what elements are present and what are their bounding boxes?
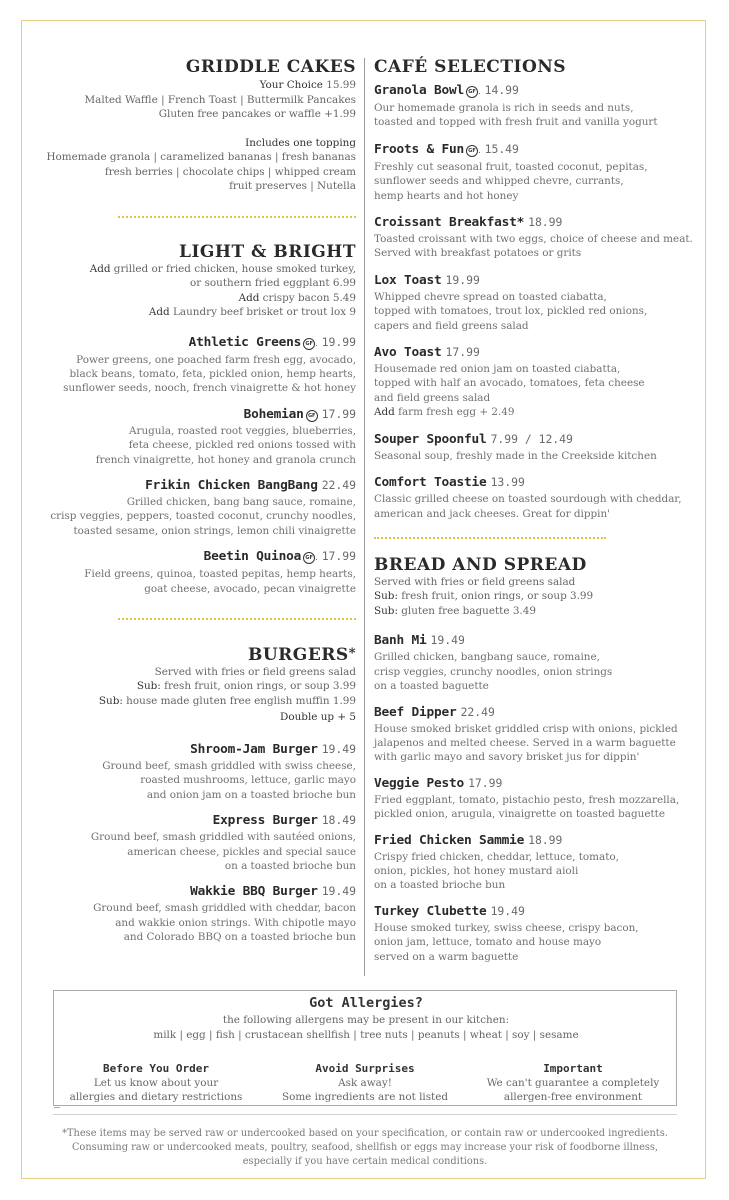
item-description: and field greens salad bbox=[374, 391, 491, 404]
item-name: Froots & Fun bbox=[374, 141, 465, 157]
item-description: Freshly cut seasonal fruit, toasted coconut, pepitas, bbox=[374, 160, 648, 173]
sub-keyword: Sub: bbox=[136, 680, 161, 693]
item-description: House smoked brisket griddled crisp with onions, pickled bbox=[374, 722, 678, 735]
right-column bbox=[374, 57, 696, 964]
section-light-bright bbox=[28, 242, 356, 596]
disclaimer-line: especially if you have certain medical conditions. bbox=[242, 1156, 488, 1167]
item-name: Express Burger bbox=[212, 813, 318, 829]
allergy-note-text: Ask away! bbox=[338, 1077, 392, 1089]
add-keyword: Add bbox=[148, 306, 170, 318]
item-description: Housemade red onion jam on toasted ciabatta, bbox=[374, 363, 621, 376]
item-price: 17.99 bbox=[468, 775, 503, 790]
served-with: Served with fries or field greens salad bbox=[154, 665, 356, 678]
toppings-line: Homemade granola | caramelized bananas | fresh bananas bbox=[46, 151, 356, 163]
item-description: pickled onion, arugula, vinaigrette on toasted baguette bbox=[374, 808, 665, 821]
menu-item bbox=[374, 342, 696, 420]
menu-item bbox=[374, 270, 696, 333]
add-keyword: Add bbox=[89, 262, 111, 275]
item-description: toasted and topped with fresh fruit and vanilla yogurt bbox=[374, 116, 658, 129]
griddle-gluten-free: Gluten free pancakes or waffle +1.99 bbox=[158, 108, 356, 120]
section-burgers bbox=[28, 644, 356, 945]
sub-option: house made gluten free english muffin 1.99 bbox=[122, 694, 356, 707]
item-description: Seasonal soup, freshly made in the Creekside kitchen bbox=[374, 449, 657, 462]
item-description: toasted sesame, onion strings, lemon chili vinaigrette bbox=[73, 524, 356, 537]
sub-keyword: Sub: bbox=[374, 604, 398, 617]
item-price: 19.49 bbox=[321, 741, 356, 756]
item-price: 17.99 bbox=[445, 345, 480, 360]
add-option: grilled or fried chicken, house smoked turkey, bbox=[110, 262, 356, 275]
disclaimer-line: Consuming raw or undercooked meats, poultry, seafood, shellfish or eggs may increase your risk of foodborne illness, bbox=[71, 1142, 659, 1153]
item-name: Beetin Quinoa bbox=[203, 549, 302, 565]
dotted-divider bbox=[118, 618, 356, 620]
item-name: Banh Mi bbox=[374, 633, 427, 649]
sub-keyword: Sub: bbox=[374, 590, 398, 603]
menu-item bbox=[28, 810, 356, 873]
item-description: and Colorado BBQ on a toasted brioche bun bbox=[123, 931, 356, 944]
item-price: 13.99 bbox=[490, 475, 525, 490]
item-price: 19.99 bbox=[445, 272, 480, 287]
item-description: on a toasted baguette bbox=[374, 680, 489, 693]
item-description: Ground beef, smash griddled with cheddar, bacon bbox=[93, 902, 356, 915]
item-name: Fried Chicken Sammie bbox=[374, 832, 525, 848]
menu-item bbox=[374, 773, 696, 822]
item-price: 7.99 / 12.49 bbox=[490, 431, 573, 446]
item-description: feta cheese, pickled red onions tossed with bbox=[128, 439, 356, 452]
raw-food-disclaimer bbox=[40, 1127, 690, 1169]
dotted-divider bbox=[118, 216, 356, 218]
add-keyword: Add bbox=[238, 291, 260, 304]
allergen-list: milk | egg | fish | crustacean shellfish | tree nuts | peanuts | wheat | soy | sesame bbox=[153, 1029, 579, 1041]
item-name: Shroom-Jam Burger bbox=[190, 741, 318, 757]
gluten-free-icon: GF bbox=[466, 145, 478, 157]
menu-item bbox=[374, 212, 696, 261]
item-name: Athletic Greens bbox=[188, 334, 302, 350]
item-description: american cheese, pickles and special sauce bbox=[127, 845, 356, 858]
item-name: Veggie Pesto bbox=[374, 775, 465, 791]
add-option: Laundry beef brisket or trout lox 9 bbox=[169, 306, 356, 318]
item-price: 19.99 bbox=[321, 334, 356, 349]
item-price: 14.99 bbox=[484, 83, 519, 97]
sub-option: gluten free baguette 3.49 bbox=[397, 604, 536, 617]
double-up: Double up + 5 bbox=[280, 711, 356, 724]
item-description: goat cheese, avocado, pecan vinaigrette bbox=[144, 582, 356, 595]
disclaimer-line: *These items may be served raw or undercooked based on your specification, or contain raw or undercooked ingredients. bbox=[62, 1128, 668, 1139]
toppings-line: fruit preserves | Nutella bbox=[229, 180, 356, 192]
section-title: GRIDDLE CAKES bbox=[185, 57, 356, 77]
allergy-note-text: Let us know about your bbox=[93, 1077, 219, 1089]
menu-item: Froots & Fun GF . 15.49 Freshly cut seasonal fruit, toasted coconut, pepitas, sunflower seeds and whipped chevre, currants, hemp hearts and hot honey bbox=[374, 139, 696, 203]
item-name: Granola Bowl bbox=[374, 83, 465, 98]
item-description: Toasted croissant with two eggs, choice of cheese and meat. bbox=[374, 233, 693, 246]
item-description: Ground beef, smash griddled with swiss cheese, bbox=[102, 759, 356, 772]
item-description: Crispy fried chicken, cheddar, lettuce, tomato, bbox=[374, 850, 619, 863]
menu-item bbox=[374, 702, 696, 765]
item-name: Frikin Chicken BangBang bbox=[145, 477, 318, 493]
item-description: sunflower seeds and whipped chevre, currants, bbox=[374, 175, 624, 188]
item-description: and wakkie onion strings. With chipotle mayo bbox=[115, 916, 356, 929]
menu-item bbox=[374, 901, 696, 964]
choice-price: 15.99 bbox=[326, 79, 356, 91]
item-description: served on a warm baguette bbox=[374, 950, 519, 963]
item-description: Grilled chicken, bangbang sauce, romaine, bbox=[374, 651, 600, 664]
item-price: 18.49 bbox=[321, 813, 356, 828]
add-option: or southern fried eggplant 6.99 bbox=[190, 277, 356, 289]
item-price: 17.99 bbox=[321, 406, 356, 421]
allergy-note bbox=[56, 1062, 256, 1104]
item-description: onion, pickles, hot honey mustard aioli bbox=[374, 865, 579, 878]
sub-option: fresh fruit, onion rings, or soup 3.99 bbox=[160, 680, 356, 693]
item-price: 19.49 bbox=[430, 633, 465, 648]
item-description: and onion jam on a toasted brioche bun bbox=[146, 788, 356, 801]
item-description: Ground beef, smash griddled with sautéed onions, bbox=[90, 831, 356, 844]
add-option: farm fresh egg + 2.49 bbox=[394, 406, 515, 419]
item-description: crisp veggies, peppers, toasted coconut, crunchy noodles, bbox=[50, 510, 356, 523]
item-description: on a toasted brioche bun bbox=[224, 860, 356, 872]
item-price: 18.99 bbox=[528, 215, 563, 230]
item-price: 19.49 bbox=[321, 884, 356, 899]
item-description: french vinaigrette, hot honey and granola crunch bbox=[95, 453, 356, 466]
section-title bbox=[28, 644, 356, 665]
item-price: 19.49 bbox=[490, 903, 525, 918]
item-description: Field greens, quinoa, toasted pepitas, hemp hearts, bbox=[84, 568, 356, 581]
column-divider bbox=[364, 58, 365, 976]
item-name: Croissant Breakfast* bbox=[374, 215, 525, 231]
menu-item bbox=[28, 881, 356, 944]
item-description: roasted mushrooms, lettuce, garlic mayo bbox=[140, 774, 356, 787]
item-name: Lox Toast bbox=[374, 272, 442, 288]
item-description: black beans, tomato, feta, pickled onion, hemp hearts, bbox=[69, 367, 356, 380]
menu-item bbox=[28, 739, 356, 802]
item-description: Whipped chevre spread on toasted ciabatta, bbox=[374, 290, 607, 303]
gluten-free-icon: GF bbox=[303, 552, 315, 564]
menu-item bbox=[374, 630, 696, 693]
item-description: Classic grilled cheese on toasted sourdough with cheddar, bbox=[374, 493, 682, 506]
menu-item bbox=[374, 830, 696, 893]
item-name: Avo Toast bbox=[374, 345, 442, 361]
section-title: LIGHT & BRIGHT bbox=[179, 241, 356, 262]
item-description: Served with breakfast potatoes or grits bbox=[374, 247, 582, 260]
footer-divider bbox=[53, 1114, 677, 1115]
raw-asterisk: * bbox=[348, 645, 356, 661]
item-description: with garlic mayo and savory brisket jus for dippin' bbox=[374, 751, 640, 764]
menu-item bbox=[28, 475, 356, 538]
topping-label: Includes one topping bbox=[245, 136, 356, 149]
section-griddle-cakes bbox=[28, 57, 356, 194]
sub-keyword: Sub: bbox=[98, 694, 123, 707]
item-description: jalapenos and melted cheese. Served in a warm baguette bbox=[374, 737, 676, 750]
allergy-title: Got Allergies? bbox=[309, 995, 423, 1011]
allergy-note-text: We can't guarantee a completely bbox=[486, 1077, 660, 1089]
allergy-intro: the following allergens may be present in our kitchen: bbox=[222, 1014, 510, 1026]
section-title: BREAD AND SPREAD bbox=[374, 554, 587, 575]
item-price: 15.49 bbox=[484, 141, 519, 156]
griddle-options: Malted Waffle | French Toast | Buttermilk Pancakes bbox=[84, 93, 356, 106]
item-name: Souper Spoonful bbox=[374, 431, 487, 447]
allergy-note-heading: Avoid Surprises bbox=[315, 1062, 415, 1075]
item-name: Turkey Clubette bbox=[374, 903, 487, 919]
allergy-note bbox=[265, 1062, 465, 1104]
toppings-line: fresh berries | chocolate chips | whipped cream bbox=[104, 165, 356, 178]
menu-item: Beetin Quinoa GF . 17.99 Field greens, quinoa, toasted pepitas, hemp hearts, goat cheese, avocado, pecan vinaigrette bbox=[28, 546, 356, 596]
item-description: Grilled chicken, bang bang sauce, romaine, bbox=[126, 495, 356, 508]
item-description: topped with tomatoes, trout lox, pickled red onions, bbox=[374, 305, 648, 318]
item-description: onion jam, lettuce, tomato and house mayo bbox=[374, 936, 602, 949]
add-keyword: Add bbox=[374, 406, 395, 419]
served-with: Served with fries or field greens salad bbox=[374, 575, 576, 588]
item-description: hemp hearts and hot honey bbox=[374, 189, 519, 202]
left-column bbox=[28, 57, 356, 945]
allergy-note-text: Some ingredients are not listed bbox=[281, 1091, 449, 1103]
item-description: sunflower seeds, nooch, french vinaigrette & hot honey bbox=[63, 382, 356, 395]
sub-option: fresh fruit, onion rings, or soup 3.99 bbox=[397, 590, 594, 603]
item-description: House smoked turkey, swiss cheese, crispy bacon, bbox=[374, 921, 639, 934]
menu-item: Athletic Greens GF . 19.99 Power greens, one poached farm fresh egg, avocado, black beans, tomato, feta, pickled onion, hemp hearts, sunflower seeds, nooch, french vinaigrette & hot honey bbox=[28, 332, 356, 396]
menu-item bbox=[374, 429, 696, 463]
item-description: Fried eggplant, tomato, pistachio pesto, fresh mozzarella, bbox=[374, 793, 680, 806]
section-title-text: BURGERS bbox=[247, 644, 349, 665]
item-price: 22.49 bbox=[460, 704, 495, 719]
allergy-note-heading: Before You Order bbox=[103, 1062, 209, 1075]
item-name: Wakkie BBQ Burger bbox=[190, 884, 318, 900]
gluten-free-icon: GF bbox=[303, 338, 315, 350]
section-bread-spread bbox=[374, 555, 696, 964]
section-title: CAFÉ SELECTIONS bbox=[374, 57, 567, 77]
section-cafe-selections bbox=[374, 57, 696, 521]
item-price: 18.99 bbox=[528, 832, 563, 847]
choice-label: Your Choice bbox=[259, 79, 323, 91]
item-name: Comfort Toastie bbox=[374, 475, 487, 491]
allergy-note-text: allergen-free environment bbox=[503, 1091, 643, 1103]
menu-item bbox=[374, 472, 696, 521]
item-price: 17.99 bbox=[321, 549, 356, 564]
item-description: Our homemade granola is rich in seeds and nuts, bbox=[374, 102, 634, 114]
item-description: on a toasted brioche bun bbox=[374, 879, 506, 892]
gluten-free-icon: GF bbox=[306, 410, 318, 422]
dotted-divider bbox=[374, 537, 606, 539]
allergy-note-heading: Important bbox=[543, 1062, 603, 1075]
menu-item bbox=[28, 404, 356, 467]
item-description: Arugula, roasted root veggies, blueberries, bbox=[128, 424, 356, 437]
item-name: Bohemian bbox=[243, 406, 304, 422]
add-option: crispy bacon 5.49 bbox=[259, 291, 356, 304]
item-price: 22.49 bbox=[321, 477, 356, 492]
allergy-note-text: allergies and dietary restrictions bbox=[69, 1091, 243, 1103]
item-description: capers and field greens salad bbox=[374, 319, 529, 332]
item-description: crisp veggies, crunchy noodles, onion strings bbox=[374, 665, 613, 678]
allergy-note bbox=[473, 1062, 673, 1104]
item-description: topped with half an avocado, tomatoes, feta cheese bbox=[374, 377, 645, 390]
item-description: Power greens, one poached farm fresh egg, avocado, bbox=[76, 353, 356, 366]
item-description: american and jack cheeses. Great for dippin' bbox=[374, 507, 611, 520]
gluten-free-icon: GF bbox=[466, 86, 478, 98]
menu-item: Granola Bowl GF . 14.99 Our homemade granola is rich in seeds and nuts, toasted and topped with fresh fruit and vanilla yogurt bbox=[374, 80, 696, 130]
item-name: Beef Dipper bbox=[374, 704, 457, 720]
